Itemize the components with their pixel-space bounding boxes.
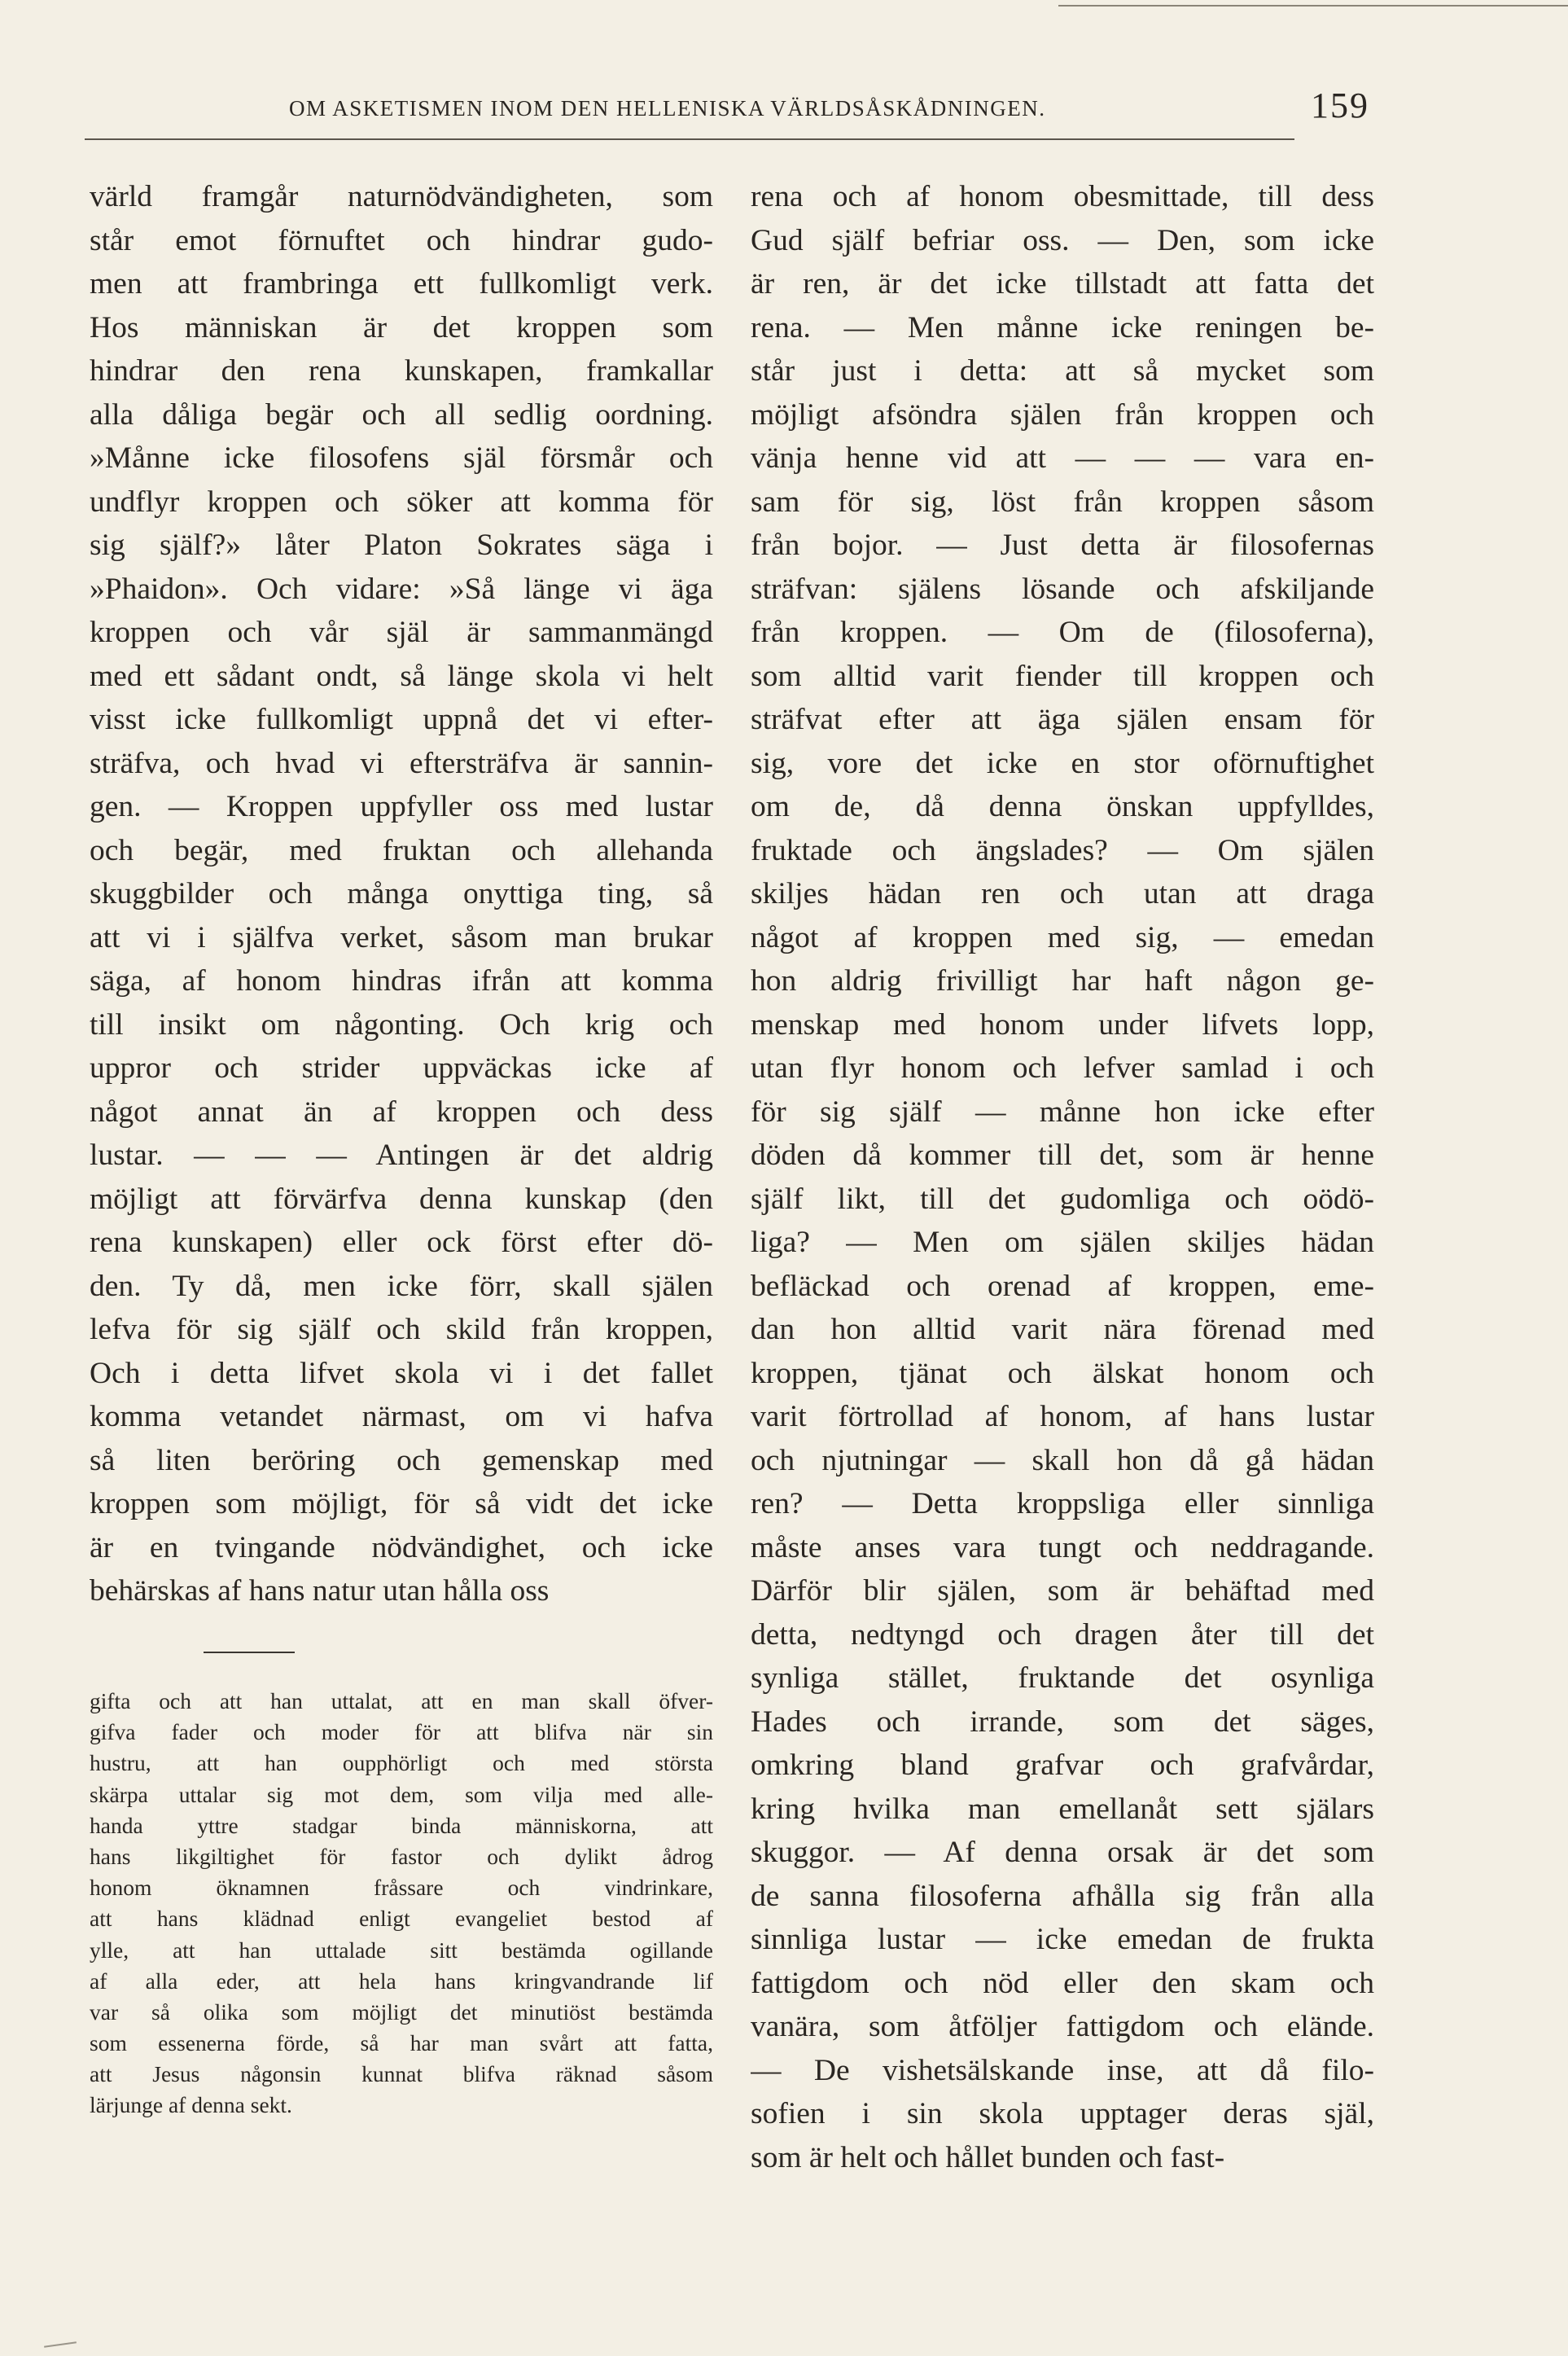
text-line: dan hon alltid varit nära förenad med (751, 1313, 1374, 1346)
text-line: från kroppen. — Om de (filosoferna), (751, 616, 1374, 649)
text-line: sofien i sin skola upptager deras själ, (751, 2097, 1374, 2130)
text-line: skärpa uttalar sig mot dem, som vilja med alle- (90, 1781, 713, 1807)
text-line: Hos människan är det kroppen som (90, 310, 713, 344)
page-number: 159 (1311, 86, 1369, 125)
text-line: och njutningar — skall hon då gå hädan (751, 1443, 1374, 1477)
text-line: något af kroppen med sig, — emedan (751, 920, 1374, 954)
text-line: men att frambringa ett fullkomligt verk. (90, 267, 713, 301)
text-line: ylle, att han uttalade sitt bestämda ogillande (90, 1937, 713, 1963)
text-line: alla dåliga begär och all sedlig oordning. (90, 397, 713, 432)
text-line: står emot förnuftet och hindrar gudo- (90, 223, 713, 257)
text-line: sträfvat efter att äga själen ensam för (751, 703, 1374, 736)
text-line: menskap med honom under lifvets lopp, (751, 1007, 1374, 1042)
text-line: sam för sig, löst från kroppen såsom (751, 485, 1374, 519)
text-line: möjligt att förvärfva denna kunskap (den (90, 1182, 713, 1216)
text-line: var så olika som möjligt det minutiöst bestämda (90, 1998, 713, 2025)
text-line: lärjunge af denna sekt. (90, 2092, 292, 2118)
text-line: skiljes hädan ren och utan att draga (751, 877, 1374, 910)
text-line: den. Ty då, men icke förr, skall själen (90, 1269, 713, 1303)
text-line: behärskas af hans natur utan hålla oss (90, 1574, 550, 1608)
text-line: till insikt om någonting. Och krig och (90, 1007, 713, 1042)
text-line: sträfva, och hvad vi eftersträfva är sannin- (90, 746, 713, 780)
text-line: varit förtrollad af honom, af hans lustar (751, 1400, 1374, 1433)
text-line: undflyr kroppen och söker att komma för (90, 485, 713, 519)
text-line: kroppen, tjänat och älskat honom och (751, 1356, 1374, 1390)
text-line: omkring bland grafvar och grafvårdar, (751, 1748, 1374, 1782)
text-line: själf likt, till det gudomliga och oödö- (751, 1182, 1374, 1216)
running-title: OM ASKETISMEN INOM DEN HELLENISKA VÄRLDSÅSKÅDNINGEN. (289, 96, 1046, 121)
text-line: visst icke fullkomligt uppnå det vi efter- (90, 703, 713, 736)
text-line: måste anses vara tungt och neddragande. (751, 1530, 1374, 1564)
text-line: som essenerna förde, så har man svårt att fatta, (90, 2030, 713, 2056)
page-edge-mark (44, 2341, 77, 2348)
text-line: sig, vore det icke en stor oförnuftighet (751, 746, 1374, 780)
text-line: med ett sådant ondt, så länge skola vi helt (90, 659, 713, 693)
text-line: sträfvan: själens lösande och afskiljande (751, 572, 1374, 606)
text-line: befläckad och orenad af kroppen, eme- (751, 1269, 1374, 1303)
text-line: döden då kommer till det, som är henne (751, 1139, 1374, 1172)
text-line: gifva fader och moder för att blifva när sin (90, 1719, 713, 1745)
text-line: synliga stället, fruktande det osynliga (751, 1661, 1374, 1695)
text-line: »Phaidon». Och vidare: »Så länge vi äga (90, 572, 713, 606)
text-line: är ren, är det icke tillstadt att fatta det (751, 267, 1374, 301)
text-line: hindrar den rena kunskapen, framkallar (90, 354, 713, 388)
text-line: komma vetandet närmast, om vi hafva (90, 1400, 713, 1433)
right-text-column (751, 175, 1374, 2179)
text-line: kroppen och vår själ är sammanmängd (90, 616, 713, 649)
text-line: vänja henne vid att — — — vara en- (751, 441, 1374, 475)
text-line: som alltid varit fiender till kroppen och (751, 659, 1374, 693)
text-line: hon aldrig frivilligt har haft någon ge- (751, 964, 1374, 998)
text-line: att Jesus någonsin kunnat blifva räknad såsom (90, 2061, 713, 2087)
text-line: rena och af honom obesmittade, till dess (751, 180, 1374, 213)
text-line: som är helt och hållet bunden och fast- (751, 2140, 1225, 2174)
text-line: ren? — Detta kroppsliga eller sinnliga (751, 1487, 1374, 1520)
text-line: skuggbilder och många onyttiga ting, så (90, 877, 713, 910)
text-line: fattigdom och nöd eller den skam och (751, 1966, 1374, 2000)
text-line: de sanna filosoferna afhålla sig från alla (751, 1879, 1374, 1913)
top-edge-line (1058, 5, 1568, 7)
text-line: gen. — Kroppen uppfyller oss med lustar (90, 790, 713, 823)
text-line: Och i detta lifvet skola vi i det fallet (90, 1356, 713, 1390)
text-line: sinnliga lustar — icke emedan de frukta (751, 1923, 1374, 1956)
text-line: Gud själf befriar oss. — Den, som icke (751, 223, 1374, 257)
text-line: något annat än af kroppen och dess (90, 1095, 713, 1129)
text-line: och begär, med fruktan och allehanda (90, 833, 713, 867)
left-text-column (90, 175, 713, 1613)
header-rule (85, 138, 1294, 140)
text-line: liga? — Men om själen skiljes hädan (751, 1226, 1374, 1259)
text-line: att hans klädnad enligt evangeliet bestod af (90, 1906, 713, 1932)
footnote-separator (204, 1652, 295, 1653)
text-line: skuggor. — Af denna orsak är det som (751, 1836, 1374, 1869)
text-line: att vi i själfva verket, såsom man brukar (90, 920, 713, 954)
text-line: »Månne icke filosofens själ försmår och (90, 441, 713, 475)
text-line: detta, nedtyngd och dragen åter till det (751, 1617, 1374, 1652)
text-line: lustar. — — — Antingen är det aldrig (90, 1139, 713, 1172)
text-line: kring hvilka man emellanåt sett själars (751, 1792, 1374, 1826)
text-line: rena kunskapen) eller ock först efter dö- (90, 1226, 713, 1259)
text-line: Hades och irrande, som det säges, (751, 1704, 1374, 1739)
text-line: Därför blir själen, som är behäftad med (751, 1574, 1374, 1608)
text-line: sig själf?» låter Platon Sokrates säga i (90, 529, 713, 562)
text-line: — De vishetsälskande inse, att då filo- (751, 2053, 1374, 2087)
text-line: utan flyr honom och lefver samlad i och (751, 1051, 1374, 1085)
text-line: från bojor. — Just detta är filosofernas (751, 529, 1374, 562)
text-line: fruktade och ängslades? — Om själen (751, 833, 1374, 867)
text-line: vanära, som åtföljer fattigdom och elände. (751, 2010, 1374, 2043)
text-line: gifta och att han uttalat, att en man skall öfver- (90, 1688, 713, 1713)
text-line: hans likgiltighet för fastor och dylikt ådrog (90, 1843, 713, 1869)
text-line: af alla eder, att hela hans kringvandrande lif (90, 1968, 713, 1994)
text-line: rena. — Men månne icke reningen be- (751, 310, 1374, 344)
text-line: handa yttre stadgar binda människorna, att (90, 1812, 713, 1838)
text-line: uppror och strider uppväckas icke af (90, 1051, 713, 1085)
text-line: honom öknamnen fråssare och vindrinkare, (90, 1875, 713, 1901)
text-line: för sig själf — månne hon icke efter (751, 1095, 1374, 1129)
text-line: om de, då denna önskan uppfylldes, (751, 790, 1374, 823)
text-line: säga, af honom hindras ifrån att komma (90, 964, 713, 998)
footnote-block (90, 1686, 713, 2121)
text-line: lefva för sig själf och skild från kroppen, (90, 1313, 713, 1346)
text-line: hustru, att han oupphörligt och med största (90, 1750, 713, 1776)
text-line: värld framgår naturnödvändigheten, som (90, 180, 713, 213)
text-line: är en tvingande nödvändighet, och icke (90, 1530, 713, 1564)
text-line: så liten beröring och gemenskap med (90, 1443, 713, 1477)
text-line: möjligt afsöndra själen från kroppen och (751, 397, 1374, 432)
text-line: kroppen som möjligt, för så vidt det icke (90, 1487, 713, 1520)
text-line: står just i detta: att så mycket som (751, 354, 1374, 388)
